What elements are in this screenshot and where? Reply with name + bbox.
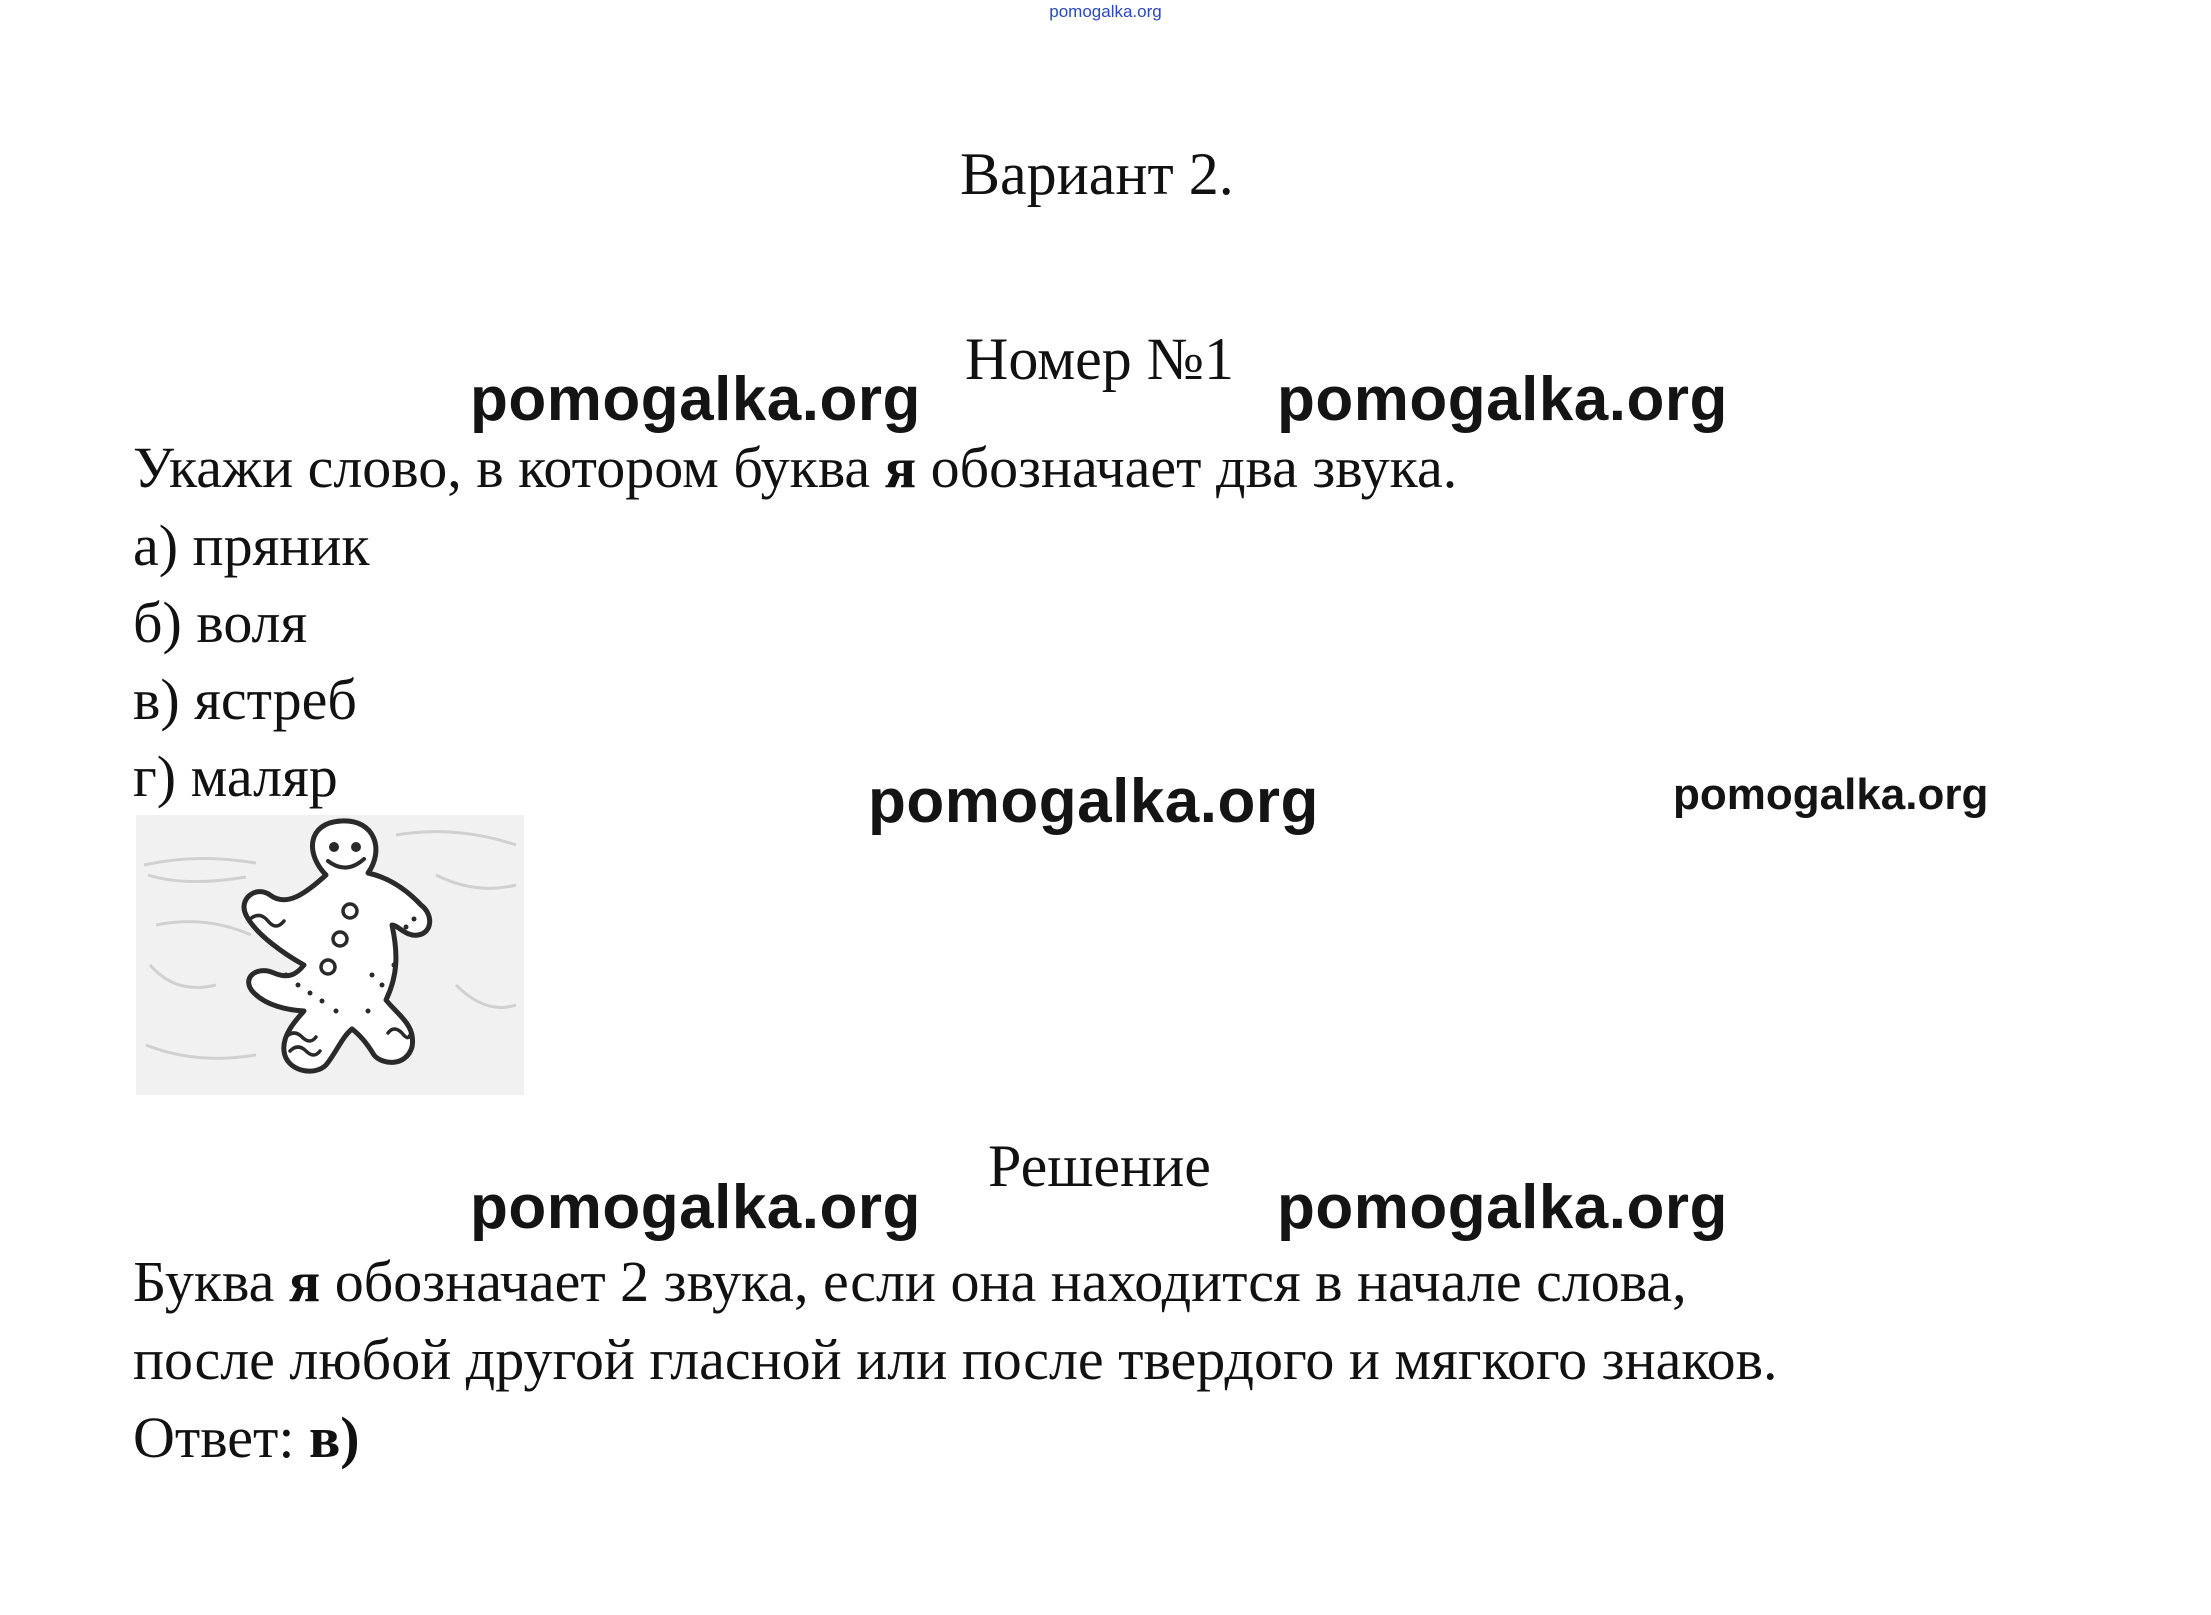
question-text: Укажи слово, в котором буква я обозначает два звука. bbox=[133, 435, 1458, 500]
option-a: а) пряник bbox=[133, 513, 370, 578]
option-d: г) маляр bbox=[133, 744, 338, 809]
solution-line-1: Буква я обозначает 2 звука, если она находится в начале слова, bbox=[133, 1249, 1687, 1314]
solution-title: Решение bbox=[988, 1133, 1211, 1199]
watermark: pomogalka.org bbox=[868, 767, 1319, 836]
exercise-number-title: Номер №1 bbox=[965, 326, 1235, 392]
watermark: pomogalka.org bbox=[1673, 770, 1989, 819]
answer-label: Ответ: bbox=[133, 1405, 309, 1470]
watermark: pomogalka.org bbox=[470, 365, 921, 434]
answer-line bbox=[133, 1404, 360, 1471]
solution-line-2: после любой другой гласной или после твердого и мягкого знаков. bbox=[133, 1327, 1778, 1392]
option-b: б) воля bbox=[133, 590, 308, 655]
answer-value: в) bbox=[308, 1405, 360, 1470]
watermark: pomogalka.org bbox=[470, 1173, 921, 1242]
watermark: pomogalka.org bbox=[1277, 1173, 1728, 1242]
solution-letter: я bbox=[288, 1249, 321, 1314]
question-letter: я bbox=[884, 435, 917, 500]
variant-title: Вариант 2. bbox=[960, 141, 1234, 207]
gingerbread-man-image bbox=[136, 815, 524, 1095]
site-header-link[interactable]: pomogalka.org bbox=[1049, 2, 1162, 21]
option-c: в) ястреб bbox=[133, 667, 357, 732]
watermark: pomogalka.org bbox=[1277, 365, 1728, 434]
